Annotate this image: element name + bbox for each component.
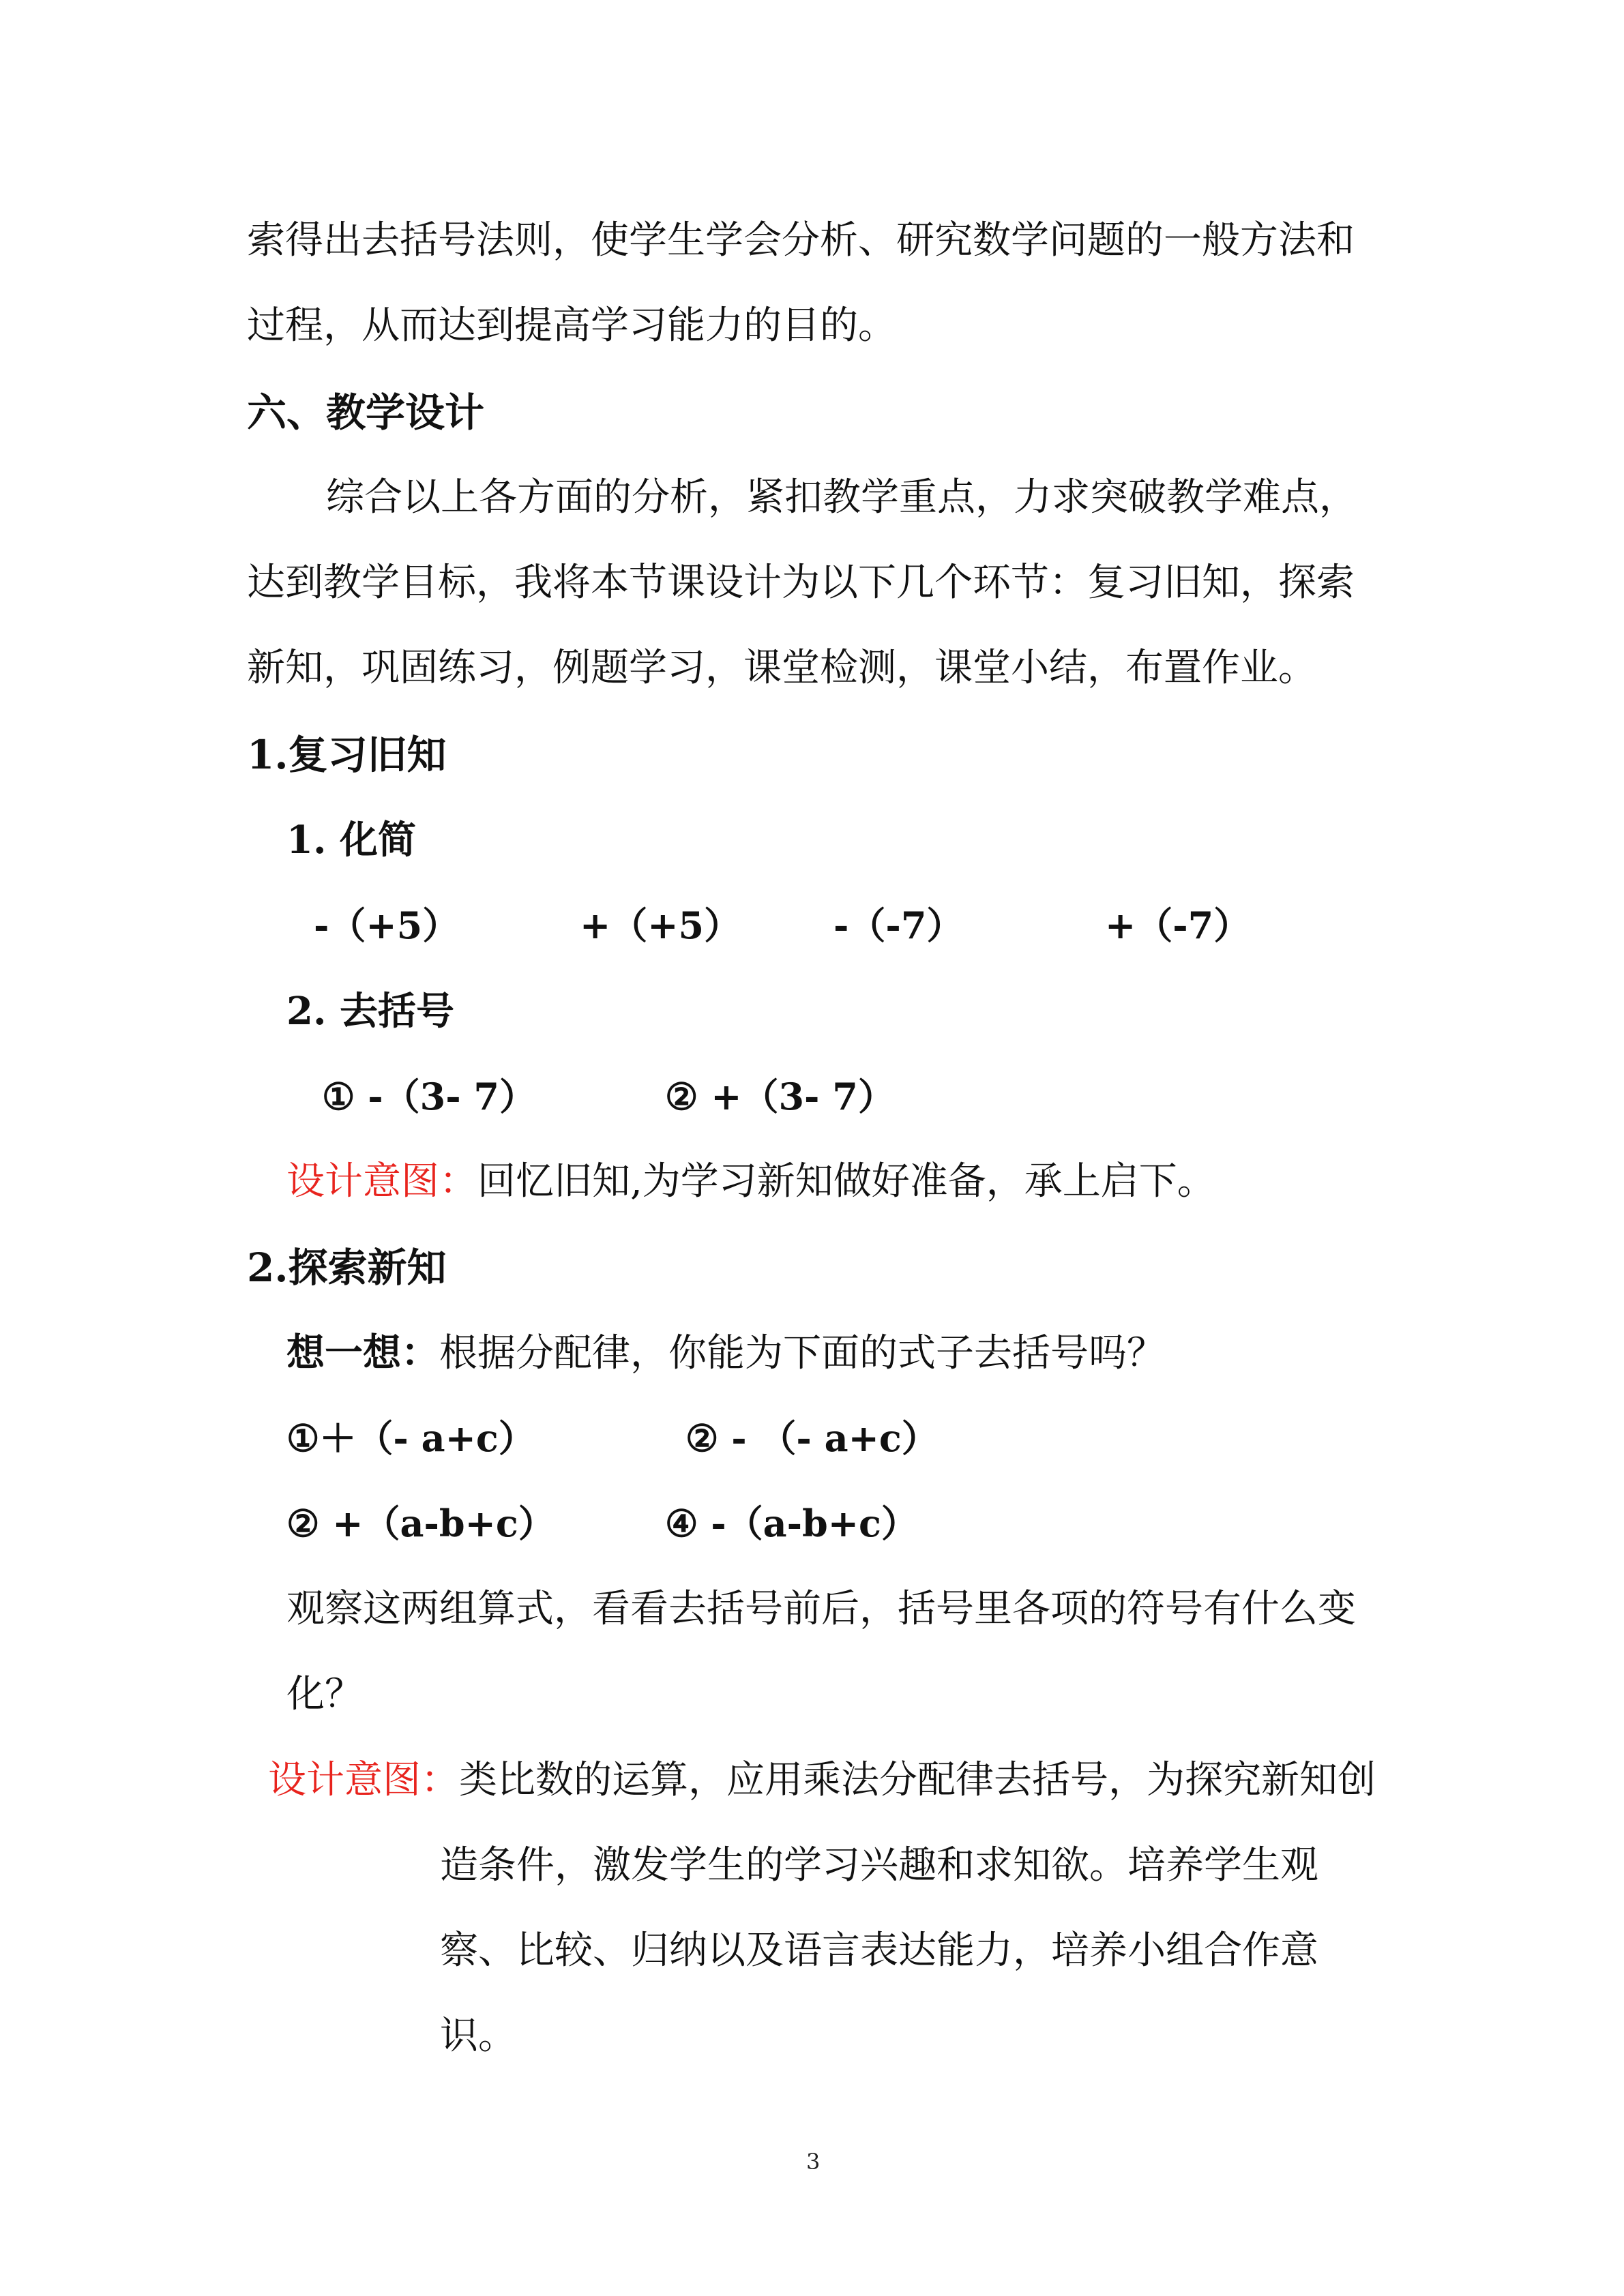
think-text: 根据分配律，你能为下面的式子去括号吗？: [439, 1331, 1165, 1375]
paragraph-line: 化？: [286, 1672, 363, 1716]
think-label: 想一想：: [286, 1330, 439, 1375]
expression: +（-7）: [1105, 904, 1251, 947]
expression: ①＋（- a+c）: [286, 1416, 535, 1460]
expression: ② +（a-b+c）: [286, 1502, 555, 1545]
expression: ② - （- a+c）: [685, 1416, 939, 1460]
section-heading: 六、教学设计: [247, 389, 485, 436]
item-label: 1. 化简: [286, 818, 416, 863]
paragraph-line: 索得出去括号法则，使学生学会分析、研究数学问题的一般方法和: [247, 218, 1355, 263]
expression: ④ -（a-b+c）: [665, 1502, 918, 1545]
design-intent-text: 识。: [440, 2014, 516, 2058]
item-label: 2. 去括号: [286, 989, 454, 1034]
design-intent-text: 察、比较、归纳以及语言表达能力，培养小组合作意: [440, 1928, 1318, 1973]
page-number: 3: [806, 2149, 821, 2175]
design-intent-text: 造条件，激发学生的学习兴趣和求知欲。培养学生观: [440, 1843, 1318, 1888]
prompt-line: [286, 1329, 1165, 1377]
paragraph-line: 新知，巩固练习，例题学习，课堂检测，课堂小结，布置作业。: [247, 646, 1316, 690]
subsection-title: 2.探索新知: [247, 1244, 447, 1291]
design-intent: [268, 1757, 1376, 1804]
expression: +（+5）: [580, 904, 741, 947]
paragraph-line: 观察这两组算式，看看去括号前后，括号里各项的符号有什么变: [286, 1587, 1356, 1631]
expression: -（+5）: [314, 904, 460, 947]
paragraph-line: 达到教学目标，我将本节课设计为以下几个环节：复习旧知，探索: [247, 561, 1355, 605]
design-intent-label: 设计意图：: [268, 1758, 459, 1802]
design-intent-text: 类比数的运算，应用乘法分配律去括号，为探究新知创: [459, 1758, 1376, 1802]
expression: ① -（3- 7）: [322, 1075, 536, 1118]
design-intent-text: 回忆旧知,为学习新知做好准备，承上启下。: [477, 1159, 1215, 1204]
paragraph-line: 综合以上各方面的分析，紧扣教学重点，力求突破教学难点，: [326, 475, 1357, 520]
paragraph-line: 过程，从而达到提高学习能力的目的。: [247, 303, 896, 348]
subsection-title: 1.复习旧知: [247, 732, 447, 778]
design-intent: [286, 1158, 1215, 1206]
expression: ② +（3- 7）: [665, 1075, 895, 1118]
design-intent-label: 设计意图：: [286, 1159, 477, 1204]
expression: -（-7）: [833, 904, 964, 947]
